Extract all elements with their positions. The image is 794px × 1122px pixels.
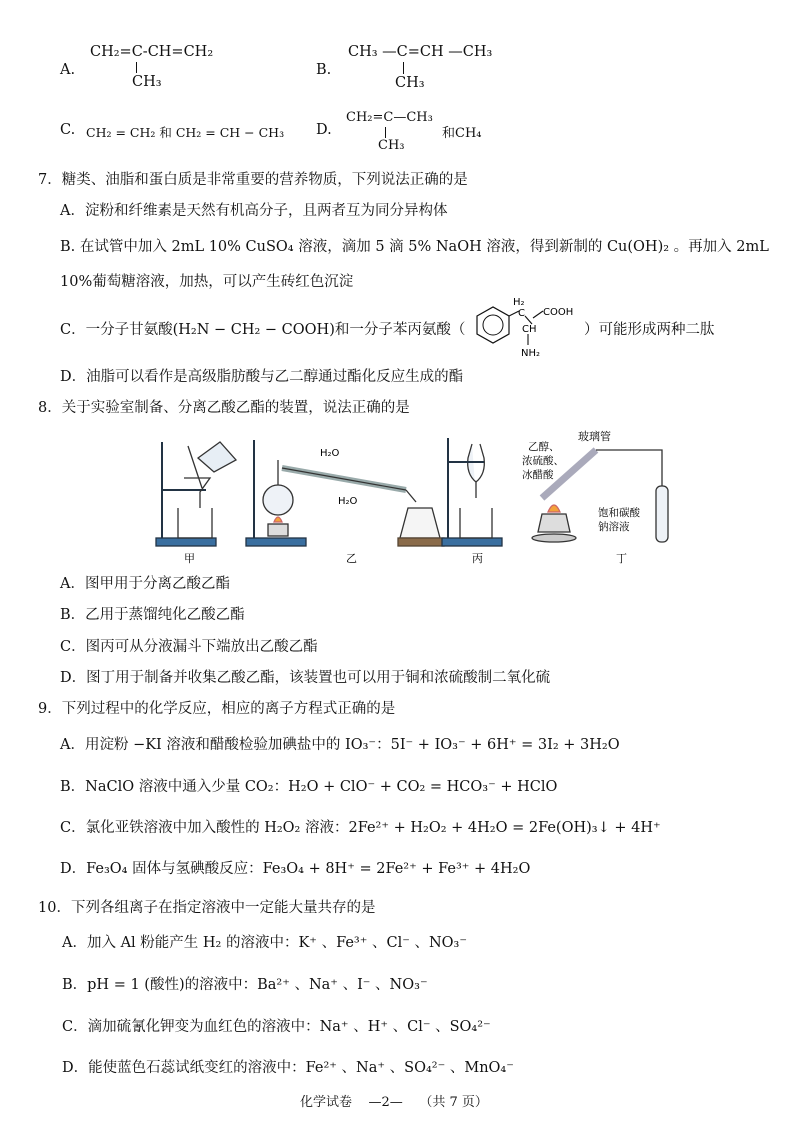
q9-option-d: D．Fe₃O₄ 固体与氢碘酸反应：Fe₃O₄ + 8H⁺ = 2Fe²⁺ + Fe³⁺ + 4H₂O <box>60 861 531 877</box>
structure-branch: CH₃ <box>395 75 425 91</box>
structure-main: CH₂=C-CH=CH₂ <box>90 44 214 60</box>
apparatus-bing <box>442 438 502 546</box>
label-saturated-2: 钠溶液 <box>598 521 630 533</box>
option-label: B. <box>316 62 332 78</box>
option-label: C. <box>60 122 76 138</box>
label-bing: 丙 <box>472 552 483 564</box>
funnel <box>184 478 210 508</box>
q7-option-c-post: ）可能形成两种二肽 <box>584 322 715 338</box>
q8-option-d: D．图丁用于制备并收集乙酸乙酯，该装置也可以用于铜和浓硫酸制二氧化硫 <box>60 670 551 686</box>
structure-main: CH₂=C—CH₃ <box>346 110 433 125</box>
bond-line <box>136 62 137 73</box>
separatory-funnel <box>468 444 476 498</box>
apparatus-figure <box>150 428 680 564</box>
beaker <box>178 508 212 538</box>
atom-cooh: COOH <box>543 307 574 318</box>
atom-ch: CH <box>522 324 537 335</box>
q7-option-b-line2: 10%葡萄糖溶液，加热，可以产生砖红色沉淀 <box>60 274 354 290</box>
option-label: D. <box>316 122 332 138</box>
label-h2o-bottom: H₂O <box>338 496 358 507</box>
q7-option-d: D．油脂可以看作是高级脂肪酸与乙二醇通过酯化反应生成的酯 <box>60 369 464 385</box>
stand-base <box>156 538 216 546</box>
label-reagents-1: 乙醇、 <box>528 441 560 453</box>
bond-line <box>385 127 386 138</box>
burner-base <box>532 534 576 542</box>
benzene-ring <box>477 307 509 343</box>
q10-option-b: B．pH = 1 (酸性)的溶液中：Ba²⁺ 、Na⁺ 、I⁻ 、NO₃⁻ <box>62 977 428 993</box>
glass-rod <box>188 446 202 488</box>
flask <box>263 485 293 515</box>
q10-option-d: D．能使蓝色石蕊试纸变红的溶液中：Fe²⁺ 、Na⁺ 、SO₄²⁻ 、MnO₄⁻ <box>62 1060 514 1076</box>
structure-branch: CH₃ <box>132 74 162 90</box>
q9-option-a: A．用淀粉 −KI 溶液和醋酸检验加碘盐中的 IO₃⁻：5I⁻ + IO₃⁻ + 6H⁺ = 3I₂ + 3H₂O <box>60 737 620 753</box>
q9-option-c: C．氯化亚铁溶液中加入酸性的 H₂O₂ 溶液：2Fe²⁺ + H₂O₂ + 4H₂O = 2Fe(OH)₃↓ + 4H⁺ <box>60 820 661 836</box>
q10-stem: 10．下列各组离子在指定溶液中一定能大量共存的是 <box>38 900 376 916</box>
label-yi: 乙 <box>346 552 357 564</box>
q9-option-b: B．NaClO 溶液中通入少量 CO₂：H₂O + ClO⁻ + CO₂ = HCO₃⁻ + HClO <box>60 779 558 795</box>
apparatus-jia <box>156 442 236 546</box>
burner <box>268 524 288 536</box>
atom-h2: H₂ <box>513 297 525 308</box>
atom-nh2: NH₂ <box>521 348 541 359</box>
structure-main: CH₃ —C=CH —CH₃ <box>348 44 493 60</box>
delivery-tube <box>596 450 662 486</box>
q7-option-a: A．淀粉和纤维素是天然有机高分子，且两者互为同分异构体 <box>60 203 448 219</box>
flask-stand <box>398 538 444 546</box>
q7-option-b-line1: B. 在试管中加入 2mL 10% CuSO₄ 溶液，滴加 5 滴 5% NaOH 溶液，得到新制的 Cu(OH)₂ 。再加入 2mL <box>60 239 769 255</box>
option-label: A. <box>60 62 76 78</box>
structure-tail: 和CH₄ <box>442 126 482 141</box>
bond-line <box>525 316 532 324</box>
bond-line <box>533 311 543 318</box>
burner <box>538 514 570 532</box>
condenser-inner <box>282 468 406 490</box>
label-jia: 甲 <box>184 552 195 564</box>
burner-flame <box>274 517 282 522</box>
burner-flame <box>548 505 560 512</box>
apparatus-yi <box>246 440 444 546</box>
stand-base <box>246 538 306 546</box>
q10-option-c: C．滴加硫氰化钾变为血红色的溶液中：Na⁺ 、H⁺ 、Cl⁻ 、SO₄²⁻ <box>62 1019 491 1035</box>
adapter <box>406 490 416 502</box>
structure-branch: CH₃ <box>378 138 405 153</box>
q8-stem: 8．关于实验室制备、分离乙酸乙酯的装置，说法正确的是 <box>38 400 410 416</box>
label-h2o-top: H₂O <box>320 448 340 459</box>
label-saturated-1: 饱和碳酸 <box>598 507 640 519</box>
atom-c: C <box>518 308 525 319</box>
beaker-pour <box>198 442 236 472</box>
stand-base <box>442 538 502 546</box>
q10-option-a: A．加入 Al 粉能产生 H₂ 的溶液中：K⁺ 、Fe³⁺ 、Cl⁻ 、NO₃⁻ <box>62 935 468 951</box>
label-reagents-3: 冰醋酸 <box>522 469 554 481</box>
beaker <box>460 508 492 538</box>
page-footer: 化学试卷 —2— （共 7 页） <box>300 1095 488 1110</box>
q8-option-b: B．乙用于蒸馏纯化乙酸乙酯 <box>60 607 245 623</box>
label-glass-tube: 玻璃管 <box>578 430 611 443</box>
conical-flask <box>400 508 440 538</box>
phenylalanine-structure <box>455 294 585 362</box>
bond-line <box>403 62 404 74</box>
benzene-circle <box>483 315 503 335</box>
receiving-tube <box>656 486 668 542</box>
q8-option-a: A．图甲用于分离乙酸乙酯 <box>60 576 230 592</box>
q8-option-c: C．图丙可从分液漏斗下端放出乙酸乙酯 <box>60 639 318 655</box>
q9-stem: 9．下列过程中的化学反应，相应的离子方程式正确的是 <box>38 701 396 717</box>
label-ding: 丁 <box>616 552 627 564</box>
q7-stem: 7．糖类、油脂和蛋白质是非常重要的营养物质，下列说法正确的是 <box>38 172 468 188</box>
option-text: CH₂ = CH₂ 和 CH₂ = CH − CH₃ <box>86 125 285 140</box>
q7-option-c-pre: C．一分子甘氨酸(H₂N − CH₂ − COOH)和一分子苯丙氨酸（ <box>60 322 466 338</box>
label-reagents-2: 浓硫酸、 <box>522 455 564 467</box>
